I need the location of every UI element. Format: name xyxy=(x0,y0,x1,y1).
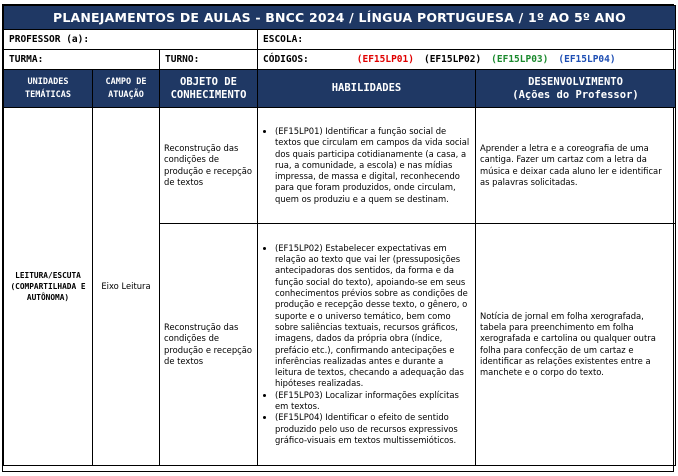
objeto-cell-2: Reconstrução das condições de produção e recepção de textos xyxy=(160,224,258,466)
code-ef15lp02: (EF15LP02) xyxy=(423,54,482,65)
desenvolvimento-cell-2: Notícia de jornal em folha xerografada, tabela para preenchimento em folha xerografada e cartolina ou qualquer outra folha para confecção de um cartaz e identificar as relações existentes entre a manchete e o corpo do texto. xyxy=(476,224,676,466)
header-campo: CAMPO DE ATUAÇÃO xyxy=(93,70,160,108)
escola-field[interactable]: ESCOLA: xyxy=(258,30,676,50)
campo-atuacao-cell: Eixo Leitura xyxy=(93,108,160,466)
unidade-line3: AUTÔNOMA) xyxy=(26,293,70,302)
code-ef15lp03: (EF15LP03) xyxy=(491,54,549,65)
habilidade-item: • (EF15LP01) Identificar a função social de textos que circulam em campos da vida social dos quais participa cotidianamente (a casa, a rua, a comunidade, a escola) e nas mídias impressa, de massa e digital, reconhecendo para que foram produzidos, onde circulam, quem os produziu e a quem se destinam. xyxy=(275,126,471,205)
habilidades-cell-2 xyxy=(258,224,476,466)
objeto-cell-1: Reconstrução das condições de produção e recepção de textos xyxy=(160,108,258,224)
habilidade-item: • (EF15LP02) Estabelecer expectativas em relação ao texto que vai ler (pressuposições antecipadoras dos sentidos, da forma e da função social do texto), apoiando-se em seus conhecimentos prévios sobre as condições de produção e recepção desse texto, o gênero, o suporte e o universo temático, bem como sobre saliências textuais, recursos gráficos, imagens, dados da própria obra (índice, prefácio etc.), confirmando antecipações e inferências realizadas antes e durante a leitura de textos, checando a adequação das hipóteses realizadas. xyxy=(275,243,471,390)
professor-field[interactable]: PROFESSOR (a): xyxy=(4,30,258,50)
habilidade-item: • (EF15LP04) Identificar o efeito de sentido produzido pelo uso de recursos expressivos gráfico-visuais em textos multissemióticos. xyxy=(275,412,471,446)
header-desenvolvimento-title: DESENVOLVIMENTO xyxy=(528,75,623,88)
habilidades-cell-1 xyxy=(258,108,476,224)
turma-field[interactable]: TURMA: xyxy=(4,50,160,70)
desenvolvimento-cell-1: Aprender a letra e a coreografia de uma cantiga. Fazer um cartaz com a letra da música e deixar cada aluno ler e identificar as palavras solicitadas. xyxy=(476,108,676,224)
header-objeto: OBJETO DE CONHECIMENTO xyxy=(160,70,258,108)
unidade-tematica-cell xyxy=(4,108,93,466)
code-ef15lp04: (EF15LP04) xyxy=(558,54,616,65)
header-habilidades: HABILIDADES xyxy=(258,70,476,108)
code-ef15lp01: (EF15LP01) xyxy=(356,54,414,65)
unidade-line2: (COMPARTILHADA E xyxy=(10,282,86,291)
turno-field[interactable]: TURNO: xyxy=(160,50,258,70)
header-desenvolvimento xyxy=(476,70,676,108)
unidade-line1: LEITURA/ESCUTA xyxy=(15,271,81,280)
lesson-plan-table xyxy=(2,4,674,472)
header-unidades: UNIDADES TEMÁTICAS xyxy=(4,70,93,108)
codigos-label: CÓDIGOS: xyxy=(263,54,309,65)
header-desenvolvimento-sub: (Ações do Professor) xyxy=(512,88,639,101)
habilidade-item: • (EF15LP03) Localizar informações explícitas em textos. xyxy=(275,390,471,413)
codigos-row xyxy=(258,50,676,70)
page-title: PLANEJAMENTOS DE AULAS - BNCC 2024 / LÍNGUA PORTUGUESA / 1º AO 5º ANO xyxy=(4,6,676,30)
